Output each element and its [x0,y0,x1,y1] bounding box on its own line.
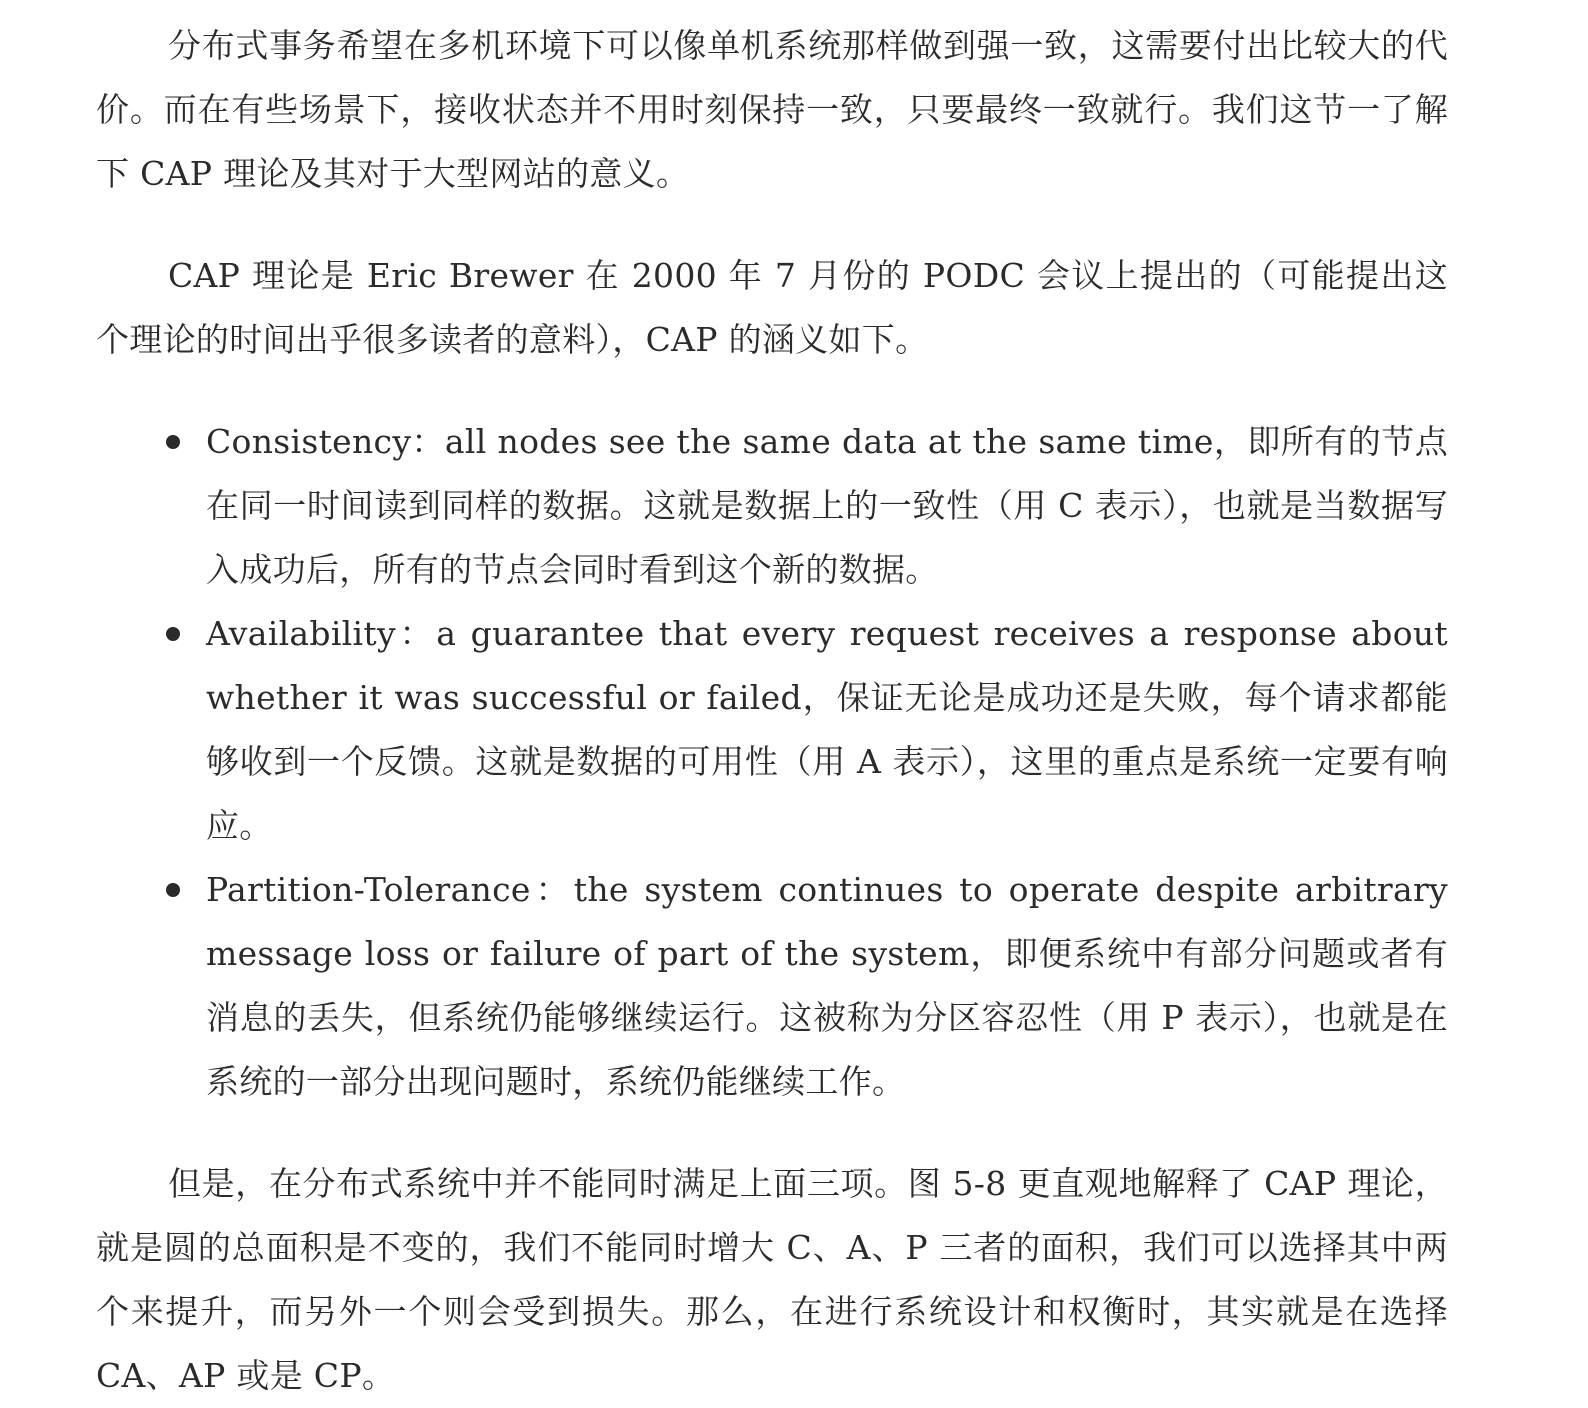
bullet-dot-icon [166,883,180,897]
list-item-consistency [96,410,1448,602]
bullet-dot-icon [166,627,180,641]
list-item-partition-tolerance [96,858,1448,1114]
document-page [96,14,1448,1408]
conclusion-paragraph: 但是，在分布式系统中并不能同时满足上面三项。图 5-8 更直观地解释了 CAP 理论，就是圆的总面积是不变的，我们不能同时增大 C、A、P 三者的面积，我们可以选择其中两个来提升，而另外一个则会受到损失。那么，在进行系统设计和权衡时，其实就是在选择 CA、AP 或是 CP。 [96,1164,1448,1395]
list-item-text: Availability：a guarantee that every request receives a response about whether it was successful or failed，保证无论是成功还是失败，每个请求都能够收到一个反馈。这就是数据的可用性（用 A 表示），这里的重点是系统一定要有响应。 [206,614,1448,845]
bullet-dot-icon [166,435,180,449]
intro-paragraph: 分布式事务希望在多机环境下可以像单机系统那样做到强一致，这需要付出比较大的代价。而在有些场景下，接收状态并不用时刻保持一致，只要最终一致就行。我们这节一了解下 CAP 理论及其对于大型网站的意义。 [96,26,1448,193]
list-item-availability [96,602,1448,858]
cap-definitions-list [96,410,1448,1114]
list-item-text: Partition-Tolerance：the system continues to operate despite arbitrary message loss or failure of part of the system，即便系统中有部分问题或者有消息的丢失，但系统仍能够继续运行。这被称为分区容忍性（用 P 表示），也就是在系统的一部分出现问题时，系统仍能继续工作。 [206,870,1448,1101]
list-item-text: Consistency：all nodes see the same data at the same time，即所有的节点在同一时间读到同样的数据。这就是数据上的一致性（用 C 表示），也就是当数据写入成功后，所有的节点会同时看到这个新的数据。 [206,422,1448,589]
cap-origin-paragraph: CAP 理论是 Eric Brewer 在 2000 年 7 月份的 PODC 会议上提出的（可能提出这个理论的时间出乎很多读者的意料），CAP 的涵义如下。 [96,256,1448,359]
